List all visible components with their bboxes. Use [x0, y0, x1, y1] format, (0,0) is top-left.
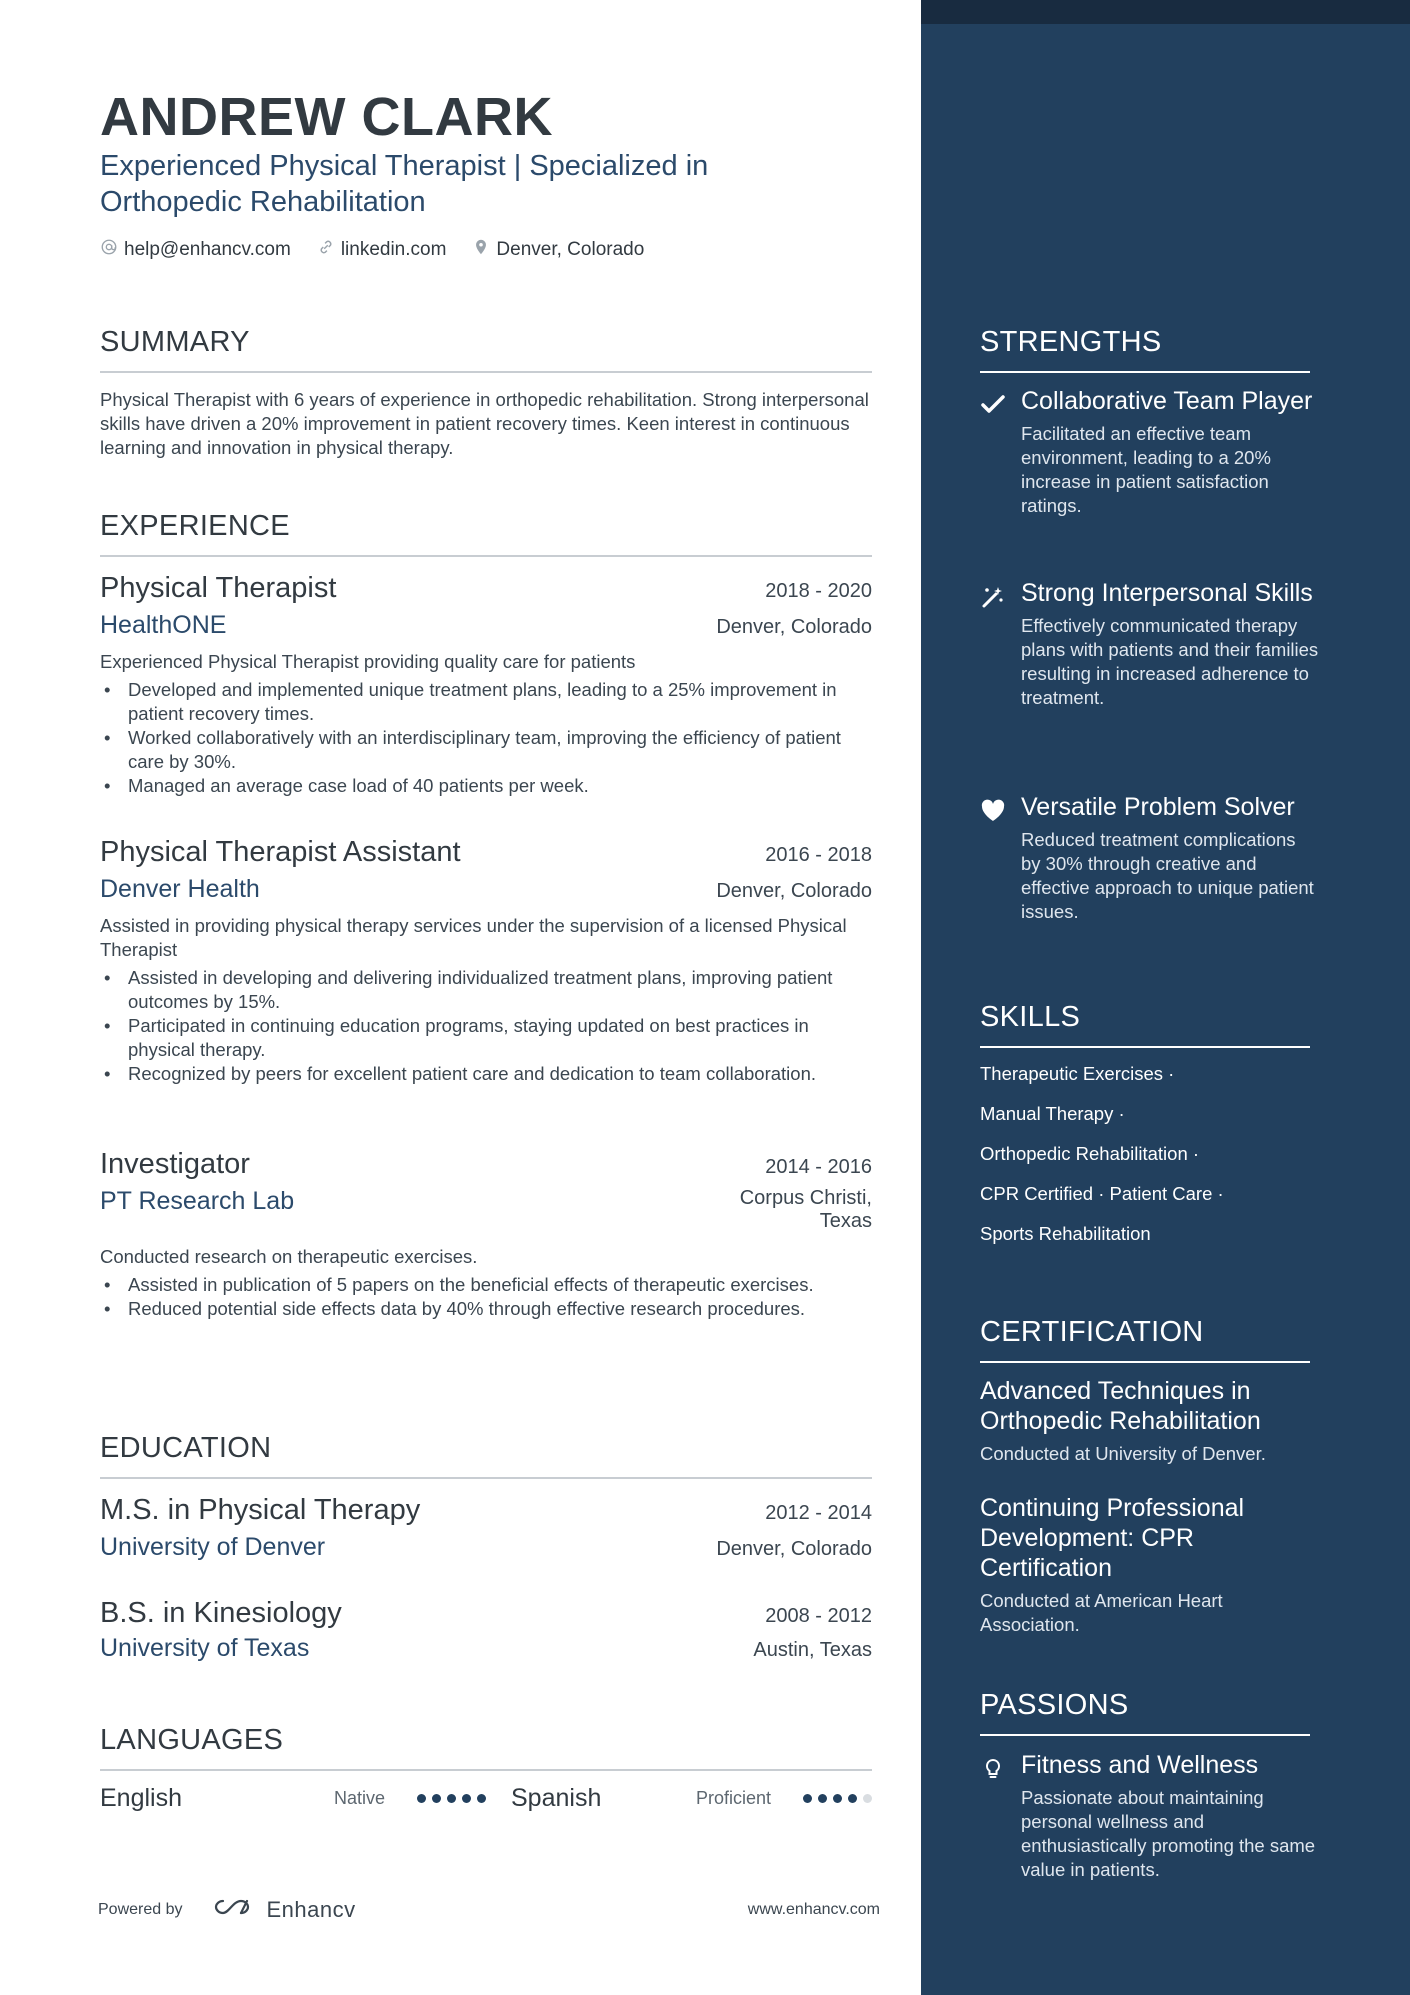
- school-name: University of Denver: [100, 1533, 326, 1561]
- company-name: Denver Health: [100, 875, 260, 903]
- certification-item: [980, 1376, 1320, 1466]
- site-link[interactable]: www.enhancv.com: [747, 1901, 880, 1918]
- school-location: Austin, Texas: [753, 1639, 872, 1661]
- job-bullets: [100, 678, 872, 798]
- at-icon: [100, 238, 118, 262]
- job-entry: [100, 572, 872, 798]
- infinity-logo-icon: [211, 1895, 259, 1925]
- job-dates: 2016 - 2018: [765, 844, 872, 866]
- school-location: Denver, Colorado: [716, 1538, 872, 1560]
- bullet-item: • Participated in continuing education programs, staying updated on best practices in physical therapy.: [100, 1014, 872, 1062]
- job-description: Experienced Physical Therapist providing quality care for patients: [100, 651, 636, 672]
- contact-bar: [100, 238, 644, 262]
- bullet-item: • Developed and implemented unique treatment plans, leading to a 25% improvement in patient recovery times.: [100, 678, 872, 726]
- link-text: linkedin.com: [340, 239, 447, 260]
- strength-item: [980, 792, 1320, 924]
- job-dates: 2018 - 2020: [765, 580, 872, 602]
- skill-line: CPR Certified · Patient Care ·: [980, 1183, 1224, 1204]
- strength-item: [980, 386, 1320, 518]
- skills-list: [980, 1062, 1320, 1262]
- skill-line: Therapeutic Exercises ·: [980, 1063, 1175, 1084]
- certification-item: [980, 1493, 1320, 1637]
- job-dates: 2014 - 2016: [765, 1156, 872, 1178]
- sidebar: [921, 0, 1410, 1995]
- proficiency-dot-filled: [833, 1794, 842, 1803]
- proficiency-dot-filled: [417, 1794, 426, 1803]
- languages-heading: LANGUAGES: [100, 1724, 872, 1771]
- language-level: Proficient: [695, 1788, 771, 1808]
- proficiency-dot-filled: [803, 1794, 812, 1803]
- education-dates: 2008 - 2012: [765, 1605, 872, 1627]
- strength-title: Versatile Problem Solver: [1021, 793, 1295, 821]
- proficiency-dot-filled: [462, 1794, 471, 1803]
- skill-line: Sports Rehabilitation: [980, 1223, 1151, 1244]
- checkmark-icon: [980, 392, 1006, 418]
- bullet-item: • Recognized by peers for excellent patient care and dedication to team collaboration.: [100, 1062, 872, 1086]
- company-name: PT Research Lab: [100, 1187, 295, 1215]
- job-location-line: Corpus Christi,: [739, 1187, 872, 1209]
- education-entry: [100, 1597, 872, 1663]
- degree-title: B.S. in Kinesiology: [100, 1597, 342, 1629]
- language-level: Native: [333, 1788, 385, 1808]
- summary-text: Physical Therapist with 6 years of experience in orthopedic rehabilitation. Strong interpersonal skills have driven a 20% improvement in patient recovery times. Keen interest in continuous learning and innovation in physical therapy.: [100, 389, 869, 458]
- proficiency-dot-filled: [818, 1794, 827, 1803]
- proficiency-dots: [803, 1794, 872, 1803]
- certification-heading: CERTIFICATION: [980, 1316, 1310, 1363]
- proficiency-dot-empty: [863, 1794, 872, 1803]
- job-bullets: [100, 966, 872, 1086]
- education-heading: EDUCATION: [100, 1432, 872, 1479]
- language-name: English: [100, 1784, 182, 1812]
- magic-wand-icon: [980, 584, 1006, 610]
- link-icon: [317, 238, 335, 262]
- experience-heading: EXPERIENCE: [100, 510, 872, 557]
- powered-by-text: Powered by: [98, 1901, 183, 1918]
- brand-logo[interactable]: [211, 1895, 356, 1925]
- candidate-name: ANDREW CLARK: [100, 87, 553, 147]
- heart-icon: [980, 798, 1006, 824]
- job-description: Assisted in providing physical therapy services under the supervision of a licensed Physical Therapist: [100, 915, 847, 960]
- proficiency-dots: [417, 1794, 486, 1803]
- skill-line: Manual Therapy ·: [980, 1103, 1125, 1124]
- brand-name: Enhancv: [266, 1897, 356, 1922]
- job-entry: [100, 836, 872, 1086]
- strengths-heading: STRENGTHS: [980, 326, 1310, 373]
- contact-location: [472, 238, 644, 262]
- bullet-item: • Assisted in developing and delivering individualized treatment plans, improving patient outcomes by 15%.: [100, 966, 872, 1014]
- sidebar-top-band: [921, 0, 1410, 24]
- languages-row: [100, 1784, 872, 1813]
- job-description: Conducted research on therapeutic exercises.: [100, 1246, 478, 1267]
- certification-description: Conducted at University of Denver.: [980, 1443, 1266, 1464]
- certification-description: Conducted at American Heart Association.: [980, 1590, 1223, 1635]
- contact-email[interactable]: [100, 238, 291, 262]
- bullet-item: • Reduced potential side effects data by 40% through effective research procedures.: [100, 1297, 872, 1321]
- strength-title: Strong Interpersonal Skills: [1021, 579, 1313, 607]
- language-item: [100, 1784, 486, 1813]
- strength-description: Reduced treatment complications by 30% through creative and effective approach to unique patient issues.: [1021, 829, 1314, 922]
- language-name: Spanish: [511, 1784, 602, 1812]
- company-name: HealthONE: [100, 611, 227, 639]
- email-text: help@enhancv.com: [124, 239, 291, 260]
- job-title: Investigator: [100, 1148, 250, 1180]
- bullet-item: • Assisted in publication of 5 papers on the beneficial effects of therapeutic exercises.: [100, 1273, 872, 1297]
- skill-line: Orthopedic Rehabilitation ·: [980, 1143, 1200, 1164]
- bullet-item: • Managed an average case load of 40 patients per week.: [100, 774, 872, 798]
- strength-item: [980, 578, 1320, 710]
- job-location: Denver, Colorado: [716, 880, 872, 902]
- strength-description: Facilitated an effective team environment, leading to a 20% increase in patient satisfaction ratings.: [1021, 423, 1271, 516]
- education-entry: [100, 1494, 872, 1562]
- certification-title: Continuing Professional Development: CPR Certification: [980, 1494, 1245, 1582]
- passion-item: [980, 1750, 1320, 1882]
- strength-description: Effectively communicated therapy plans with patients and their families resulting in increased adherence to treatment.: [1021, 615, 1319, 708]
- footer: [98, 1895, 880, 1925]
- strength-title: Collaborative Team Player: [1021, 387, 1313, 415]
- summary-heading: SUMMARY: [100, 326, 872, 373]
- job-entry: [100, 1148, 872, 1321]
- proficiency-dot-filled: [447, 1794, 456, 1803]
- passion-description: Passionate about maintaining personal wellness and enthusiastically promoting the same value in patients.: [1021, 1787, 1316, 1880]
- location-pin-icon: [472, 238, 490, 262]
- passions-heading: PASSIONS: [980, 1689, 1310, 1736]
- bullet-item: • Worked collaboratively with an interdisciplinary team, improving the efficiency of patient care by 30%.: [100, 726, 872, 774]
- certification-title: Advanced Techniques in Orthopedic Rehabilitation: [980, 1377, 1261, 1435]
- job-title: Physical Therapist: [100, 572, 337, 604]
- contact-link[interactable]: [317, 238, 447, 262]
- job-title: Physical Therapist Assistant: [100, 836, 461, 868]
- proficiency-dot-filled: [477, 1794, 486, 1803]
- job-location: Denver, Colorado: [716, 616, 872, 638]
- job-bullets: [100, 1273, 872, 1321]
- skills-heading: SKILLS: [980, 1001, 1310, 1048]
- job-location-line: Texas: [819, 1210, 872, 1232]
- passion-title: Fitness and Wellness: [1021, 1751, 1259, 1779]
- job-location: [740, 1187, 872, 1233]
- lightbulb-icon: [980, 1756, 1006, 1782]
- school-name: University of Texas: [100, 1634, 310, 1662]
- proficiency-dot-filled: [848, 1794, 857, 1803]
- language-item: [511, 1784, 872, 1813]
- proficiency-dot-filled: [432, 1794, 441, 1803]
- headline: Experienced Physical Therapist | Specialized in Orthopedic Rehabilitation: [100, 150, 709, 218]
- degree-title: M.S. in Physical Therapy: [100, 1494, 421, 1526]
- education-dates: 2012 - 2014: [765, 1502, 872, 1524]
- location-text: Denver, Colorado: [496, 239, 645, 260]
